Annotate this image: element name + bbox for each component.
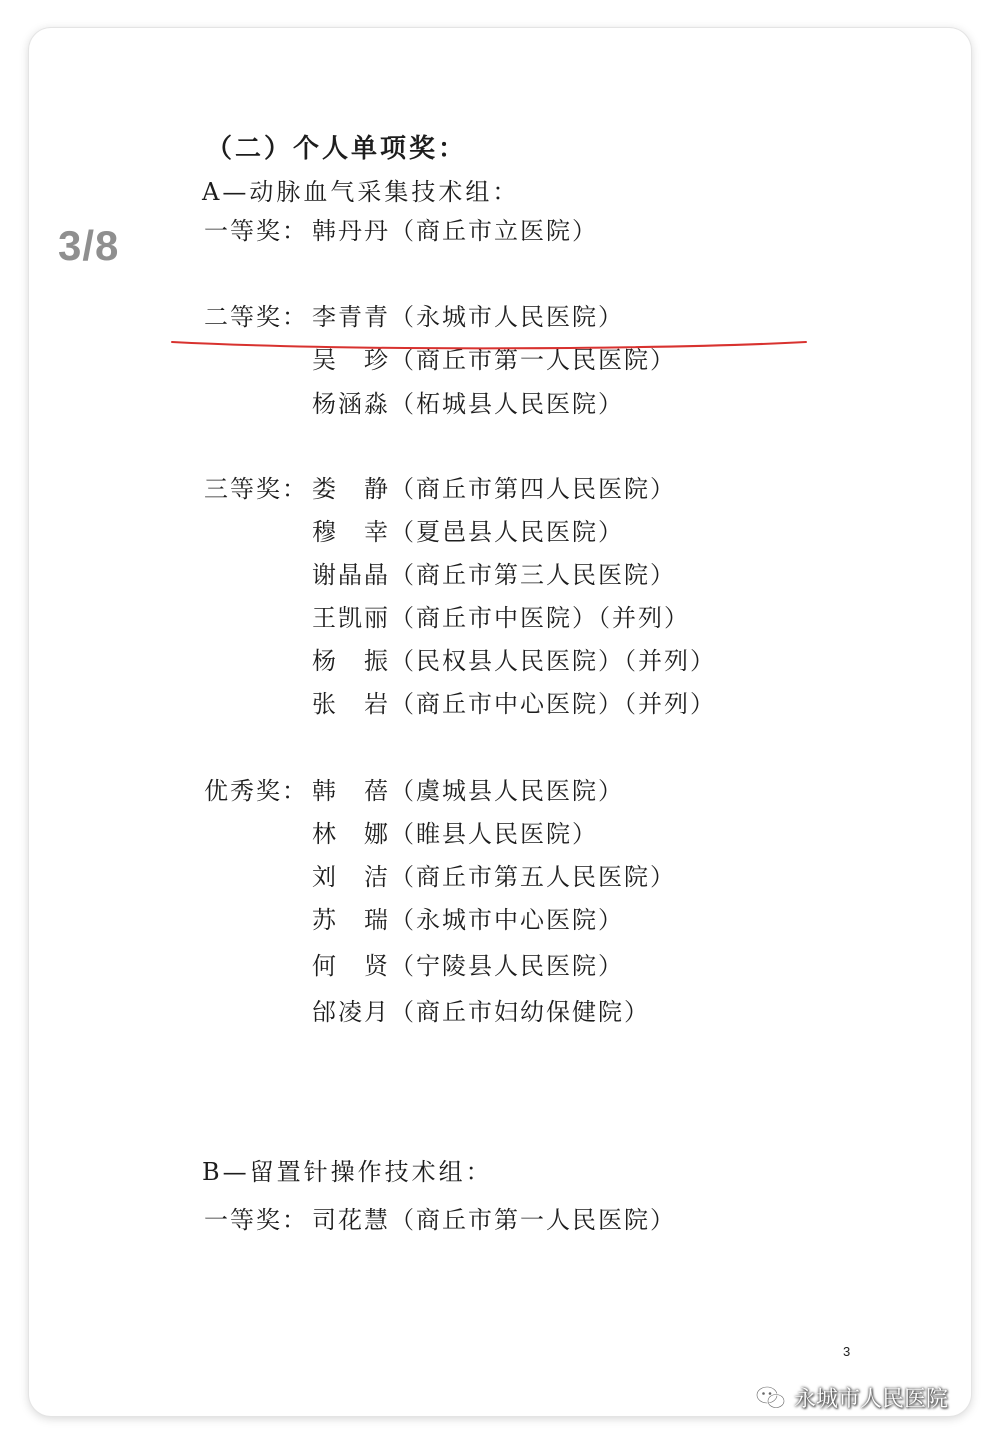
watermark-text: 永城市人民医院 bbox=[794, 1387, 949, 1412]
list-item: 娄 静（商丘市第四人民医院） bbox=[312, 475, 676, 503]
wechat-icon bbox=[756, 1385, 786, 1411]
list-item: 韩 蓓（虞城县人民医院） bbox=[312, 777, 624, 805]
list-item: 张 岩（商丘市中心医院）（并列） bbox=[312, 690, 716, 718]
list-item: 谢晶晶（商丘市第三人民医院） bbox=[312, 561, 676, 589]
page-counter: 3/8 bbox=[58, 222, 120, 269]
list-item: 吴 珍（商丘市第一人民医院） bbox=[312, 346, 676, 374]
list-item: 李青青（永城市人民医院） bbox=[312, 303, 624, 331]
list-item: 杨涵淼（柘城县人民医院） bbox=[312, 390, 624, 418]
list-item: 韩丹丹（商丘市立医院） bbox=[312, 217, 598, 245]
list-item: 刘 洁（商丘市第五人民医院） bbox=[312, 863, 676, 891]
group-a-title: A—动脉血气采集技术组： bbox=[202, 178, 520, 206]
list-item: 林 娜（睢县人民医院） bbox=[312, 820, 598, 848]
list-item: 何 贤（宁陵县人民医院） bbox=[312, 952, 624, 980]
list-item: 邰凌月（商丘市妇幼保健院） bbox=[312, 998, 650, 1026]
award-label-first-b: 一等奖： bbox=[204, 1206, 308, 1234]
list-item: 苏 瑞（永城市中心医院） bbox=[312, 906, 624, 934]
list-item: 王凯丽（商丘市中医院）（并列） bbox=[312, 604, 690, 632]
group-b-title: B—留置针操作技术组： bbox=[202, 1158, 493, 1186]
list-item: 杨 振（民权县人民医院）（并列） bbox=[312, 647, 716, 675]
award-label-second: 二等奖： bbox=[204, 303, 308, 331]
award-label-third: 三等奖： bbox=[204, 475, 308, 503]
red-underline bbox=[170, 336, 810, 352]
section-title: （二）个人单项奖： bbox=[206, 134, 468, 164]
list-item: 穆 幸（夏邑县人民医院） bbox=[312, 518, 624, 546]
award-label-first: 一等奖： bbox=[204, 217, 308, 245]
watermark bbox=[756, 1382, 948, 1413]
list-item: 司花慧（商丘市第一人民医院） bbox=[312, 1206, 676, 1234]
page-number: 3 bbox=[843, 1344, 851, 1359]
award-label-excellent: 优秀奖： bbox=[204, 777, 308, 805]
